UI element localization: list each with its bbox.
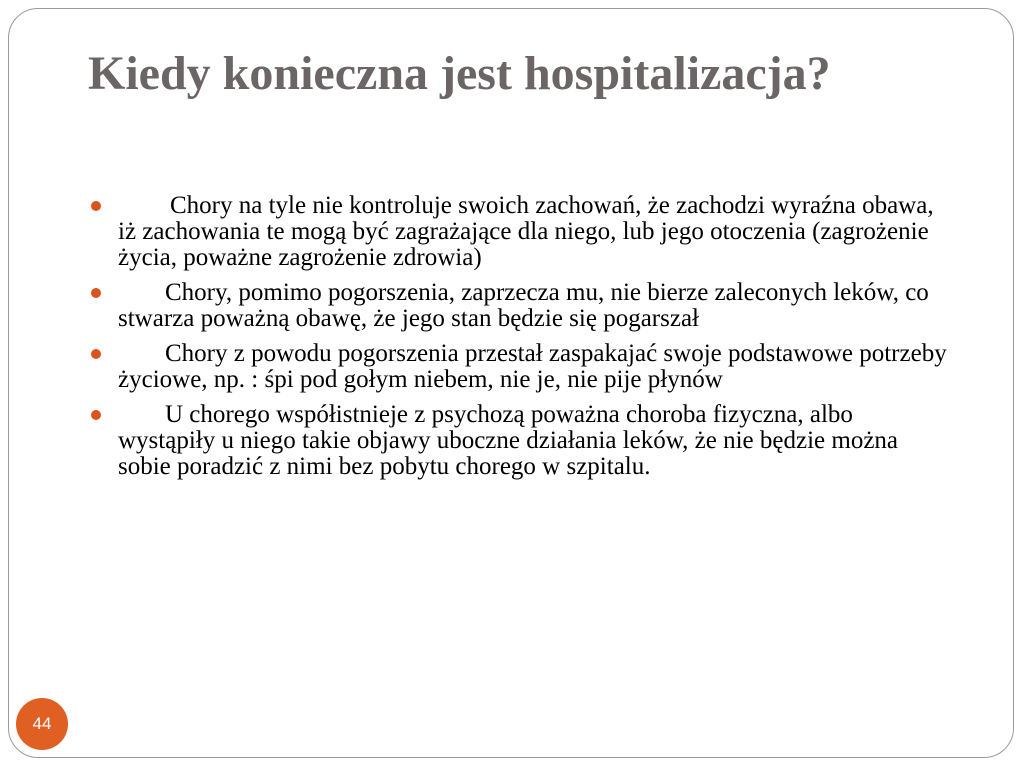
bullet-text: Chory, pomimo pogorszenia, zaprzecza mu, nie bierze zaleconych leków, co stwarza poważną obawę, że jego stan będzie się pogarszał <box>118 279 929 332</box>
bullet-dot-icon <box>91 410 101 420</box>
slide-title: Kiedy konieczna jest hospitalizacja? <box>88 47 831 100</box>
bullet-dot-icon <box>91 201 101 211</box>
bullet-text: Chory z powodu pogorszenia przestał zaspakajać swoje podstawowe potrzeby życiowe, np. : śpi pod gołym niebem, nie je, nie pije płynów <box>118 340 947 393</box>
bullet-dot-icon <box>91 288 101 298</box>
bullet-dot-icon <box>91 349 101 359</box>
bullet-list <box>88 193 948 489</box>
bullet-item <box>88 402 948 480</box>
bullet-item <box>88 341 948 393</box>
bullet-text: U chorego współistnieje z psychozą poważna choroba fizyczna, albo wystąpiły u niego takie objawy uboczne działania leków, że nie będzie można sobie poradzić z nimi bez pobytu chorego w szpitalu. <box>118 401 899 480</box>
bullet-item <box>88 193 948 271</box>
bullet-item <box>88 280 948 332</box>
page-number-badge: 44 <box>16 698 68 750</box>
bullet-text: Chory na tyle nie kontroluje swoich zachowań, że zachodzi wyraźna obawa, iż zachowania te mogą być zagrażające dla niego, lub jego otoczenia (zagrożenie życia, poważne zagrożenie zdrowia) <box>118 192 934 271</box>
